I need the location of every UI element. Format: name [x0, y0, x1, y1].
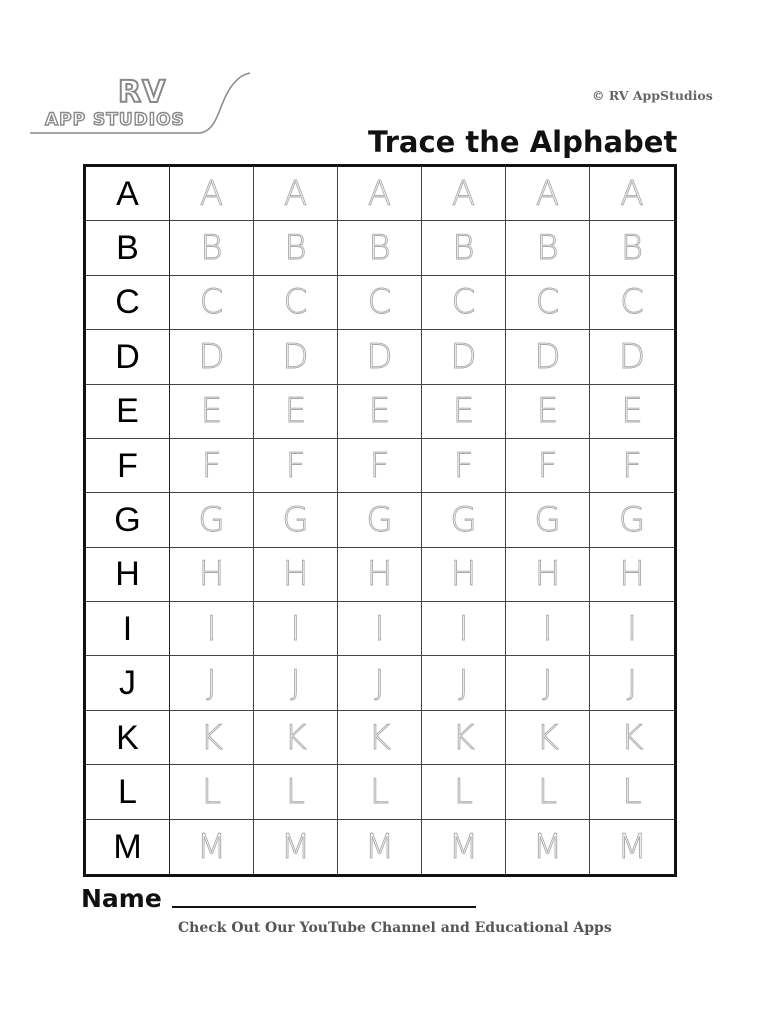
trace-cell [338, 276, 422, 330]
trace-cell [338, 330, 422, 384]
trace-cell [506, 439, 590, 493]
trace-letter: I [206, 608, 217, 649]
trace-letter: D [534, 336, 561, 377]
trace-cell [254, 602, 338, 656]
trace-letter: H [366, 554, 393, 595]
trace-letter: A [535, 173, 560, 214]
trace-letter: J [374, 663, 385, 704]
page-title: Trace the Alphabet [368, 125, 678, 159]
trace-letter: E [536, 391, 559, 432]
trace-letter: L [370, 771, 389, 812]
trace-cell [254, 656, 338, 710]
trace-letter: L [202, 771, 221, 812]
trace-letter: L [286, 771, 305, 812]
logo-rv-text: RV [118, 75, 167, 110]
trace-cell [338, 493, 422, 547]
trace-cell [254, 167, 338, 221]
trace-cell [590, 602, 674, 656]
trace-letter: K [620, 717, 644, 758]
trace-letter: F [622, 445, 642, 486]
trace-letter: L [454, 771, 473, 812]
trace-cell [170, 385, 254, 439]
trace-letter: E [284, 391, 307, 432]
row-letter-cell [86, 276, 170, 330]
solid-letter: K [116, 718, 139, 757]
trace-letter: H [198, 554, 225, 595]
trace-cell [338, 385, 422, 439]
trace-letter: K [452, 717, 475, 758]
trace-cell [338, 820, 422, 874]
trace-cell [422, 221, 506, 275]
trace-letter: B [452, 228, 475, 269]
solid-letter: I [122, 609, 133, 648]
trace-cell [170, 439, 254, 493]
trace-cell [170, 167, 254, 221]
row-letter-cell [86, 330, 170, 384]
trace-letter: G [618, 499, 646, 540]
trace-cell [338, 656, 422, 710]
trace-cell [506, 276, 590, 330]
trace-letter: I [458, 608, 469, 649]
trace-letter: A [367, 173, 392, 214]
trace-letter: B [368, 228, 391, 269]
trace-letter: L [538, 771, 557, 812]
trace-letter: C [283, 282, 308, 323]
trace-cell [338, 439, 422, 493]
row-letter-cell [86, 765, 170, 819]
trace-cell [254, 765, 338, 819]
trace-letter: G [450, 499, 477, 540]
trace-letter: K [284, 717, 307, 758]
solid-letter: A [116, 174, 139, 213]
trace-letter: I [290, 608, 301, 649]
trace-letter: A [620, 173, 644, 214]
trace-letter: H [534, 554, 561, 595]
trace-cell [338, 221, 422, 275]
trace-letter: C [620, 282, 644, 323]
trace-letter: D [450, 336, 477, 377]
logo-studios-text: APP STUDIOS [45, 110, 185, 130]
trace-cell [506, 656, 590, 710]
trace-cell [590, 765, 674, 819]
brand-logo [30, 70, 260, 140]
trace-letter: M [532, 826, 563, 867]
trace-cell [254, 493, 338, 547]
trace-cell [590, 221, 674, 275]
trace-cell [422, 711, 506, 765]
trace-letter: H [282, 554, 309, 595]
trace-letter: F [201, 445, 222, 486]
trace-cell [506, 711, 590, 765]
trace-letter: J [290, 663, 301, 704]
trace-letter: D [282, 336, 309, 377]
solid-letter: C [115, 283, 140, 322]
trace-cell [170, 330, 254, 384]
row-letter-cell [86, 385, 170, 439]
solid-letter: G [114, 500, 141, 539]
trace-letter: B [536, 228, 559, 269]
trace-cell [338, 167, 422, 221]
trace-letter: M [448, 826, 479, 867]
trace-letter: C [535, 282, 560, 323]
trace-letter: L [622, 771, 642, 812]
trace-cell [506, 493, 590, 547]
trace-cell [590, 276, 674, 330]
trace-cell [422, 765, 506, 819]
trace-cell [506, 820, 590, 874]
trace-letter: H [450, 554, 477, 595]
solid-letter: B [116, 229, 139, 268]
trace-cell [338, 711, 422, 765]
trace-letter: C [367, 282, 392, 323]
trace-cell [254, 820, 338, 874]
row-letter-cell [86, 439, 170, 493]
trace-cell [590, 493, 674, 547]
trace-letter: J [542, 663, 553, 704]
row-letter-cell [86, 820, 170, 874]
trace-cell [590, 167, 674, 221]
trace-letter: G [366, 499, 393, 540]
trace-letter: I [374, 608, 385, 649]
trace-cell [170, 221, 254, 275]
trace-cell [590, 385, 674, 439]
trace-letter: D [198, 336, 225, 377]
trace-letter: D [366, 336, 393, 377]
trace-cell [506, 330, 590, 384]
trace-cell [170, 765, 254, 819]
row-letter-cell [86, 602, 170, 656]
trace-letter: M [280, 826, 311, 867]
trace-letter: A [199, 173, 224, 214]
trace-letter: F [369, 445, 390, 486]
trace-cell [422, 548, 506, 602]
trace-letter: K [368, 717, 391, 758]
trace-cell [170, 548, 254, 602]
trace-letter: D [618, 336, 646, 377]
trace-cell [590, 656, 674, 710]
copyright-notice: © RV AppStudios [592, 88, 713, 103]
trace-cell [422, 439, 506, 493]
trace-cell [422, 167, 506, 221]
trace-cell [254, 221, 338, 275]
trace-cell [422, 276, 506, 330]
trace-cell [506, 385, 590, 439]
solid-letter: M [113, 827, 142, 866]
name-write-line [172, 906, 476, 908]
trace-cell [590, 548, 674, 602]
trace-letter: G [198, 499, 225, 540]
trace-letter: E [452, 391, 475, 432]
trace-letter: H [619, 554, 645, 595]
trace-cell [506, 167, 590, 221]
trace-letter: F [537, 445, 558, 486]
trace-letter: E [368, 391, 391, 432]
trace-cell [506, 765, 590, 819]
trace-cell [338, 602, 422, 656]
trace-letter: K [536, 717, 559, 758]
trace-cell [338, 548, 422, 602]
footer-note: Check Out Our YouTube Channel and Educational Apps [178, 920, 612, 936]
solid-letter: D [115, 337, 140, 376]
trace-letter: G [534, 499, 561, 540]
name-label: Name [81, 884, 162, 913]
trace-cell [254, 330, 338, 384]
trace-letter: C [199, 282, 224, 323]
trace-cell [254, 711, 338, 765]
trace-letter: E [200, 391, 223, 432]
trace-letter: I [626, 608, 638, 649]
trace-letter: M [364, 826, 395, 867]
trace-letter: I [542, 608, 553, 649]
trace-cell [170, 602, 254, 656]
trace-letter: F [285, 445, 306, 486]
row-letter-cell [86, 221, 170, 275]
trace-letter: A [283, 173, 308, 214]
row-letter-cell [86, 167, 170, 221]
trace-cell [422, 330, 506, 384]
trace-cell [422, 385, 506, 439]
trace-cell [590, 711, 674, 765]
row-letter-cell [86, 711, 170, 765]
trace-letter: K [200, 717, 223, 758]
trace-letter: B [620, 228, 644, 269]
trace-cell [506, 548, 590, 602]
row-letter-cell [86, 656, 170, 710]
trace-letter: F [453, 445, 474, 486]
trace-letter: B [284, 228, 307, 269]
trace-letter: A [451, 173, 476, 214]
solid-letter: J [119, 664, 136, 703]
trace-cell [422, 602, 506, 656]
solid-letter: E [116, 392, 139, 431]
trace-cell [254, 385, 338, 439]
trace-cell [170, 711, 254, 765]
solid-letter: L [118, 772, 137, 811]
trace-cell [590, 439, 674, 493]
row-letter-cell [86, 548, 170, 602]
trace-cell [506, 221, 590, 275]
trace-cell [590, 330, 674, 384]
trace-cell [422, 656, 506, 710]
trace-letter: M [196, 826, 227, 867]
trace-letter: M [617, 826, 647, 867]
trace-letter: C [451, 282, 476, 323]
trace-cell [170, 493, 254, 547]
trace-cell [254, 548, 338, 602]
solid-letter: H [115, 555, 140, 594]
trace-letter: J [206, 663, 217, 704]
trace-cell [170, 656, 254, 710]
trace-cell [170, 276, 254, 330]
trace-letter: G [282, 499, 309, 540]
solid-letter: F [117, 446, 138, 485]
trace-cell [338, 765, 422, 819]
trace-cell [506, 602, 590, 656]
trace-letter: J [458, 663, 469, 704]
row-letter-cell [86, 493, 170, 547]
trace-cell [422, 493, 506, 547]
trace-letter: B [200, 228, 223, 269]
trace-cell [254, 276, 338, 330]
trace-cell [170, 820, 254, 874]
trace-letter: J [626, 663, 638, 704]
trace-cell [590, 820, 674, 874]
trace-letter: E [621, 391, 643, 432]
trace-cell [422, 820, 506, 874]
tracing-grid [83, 164, 677, 877]
trace-cell [254, 439, 338, 493]
